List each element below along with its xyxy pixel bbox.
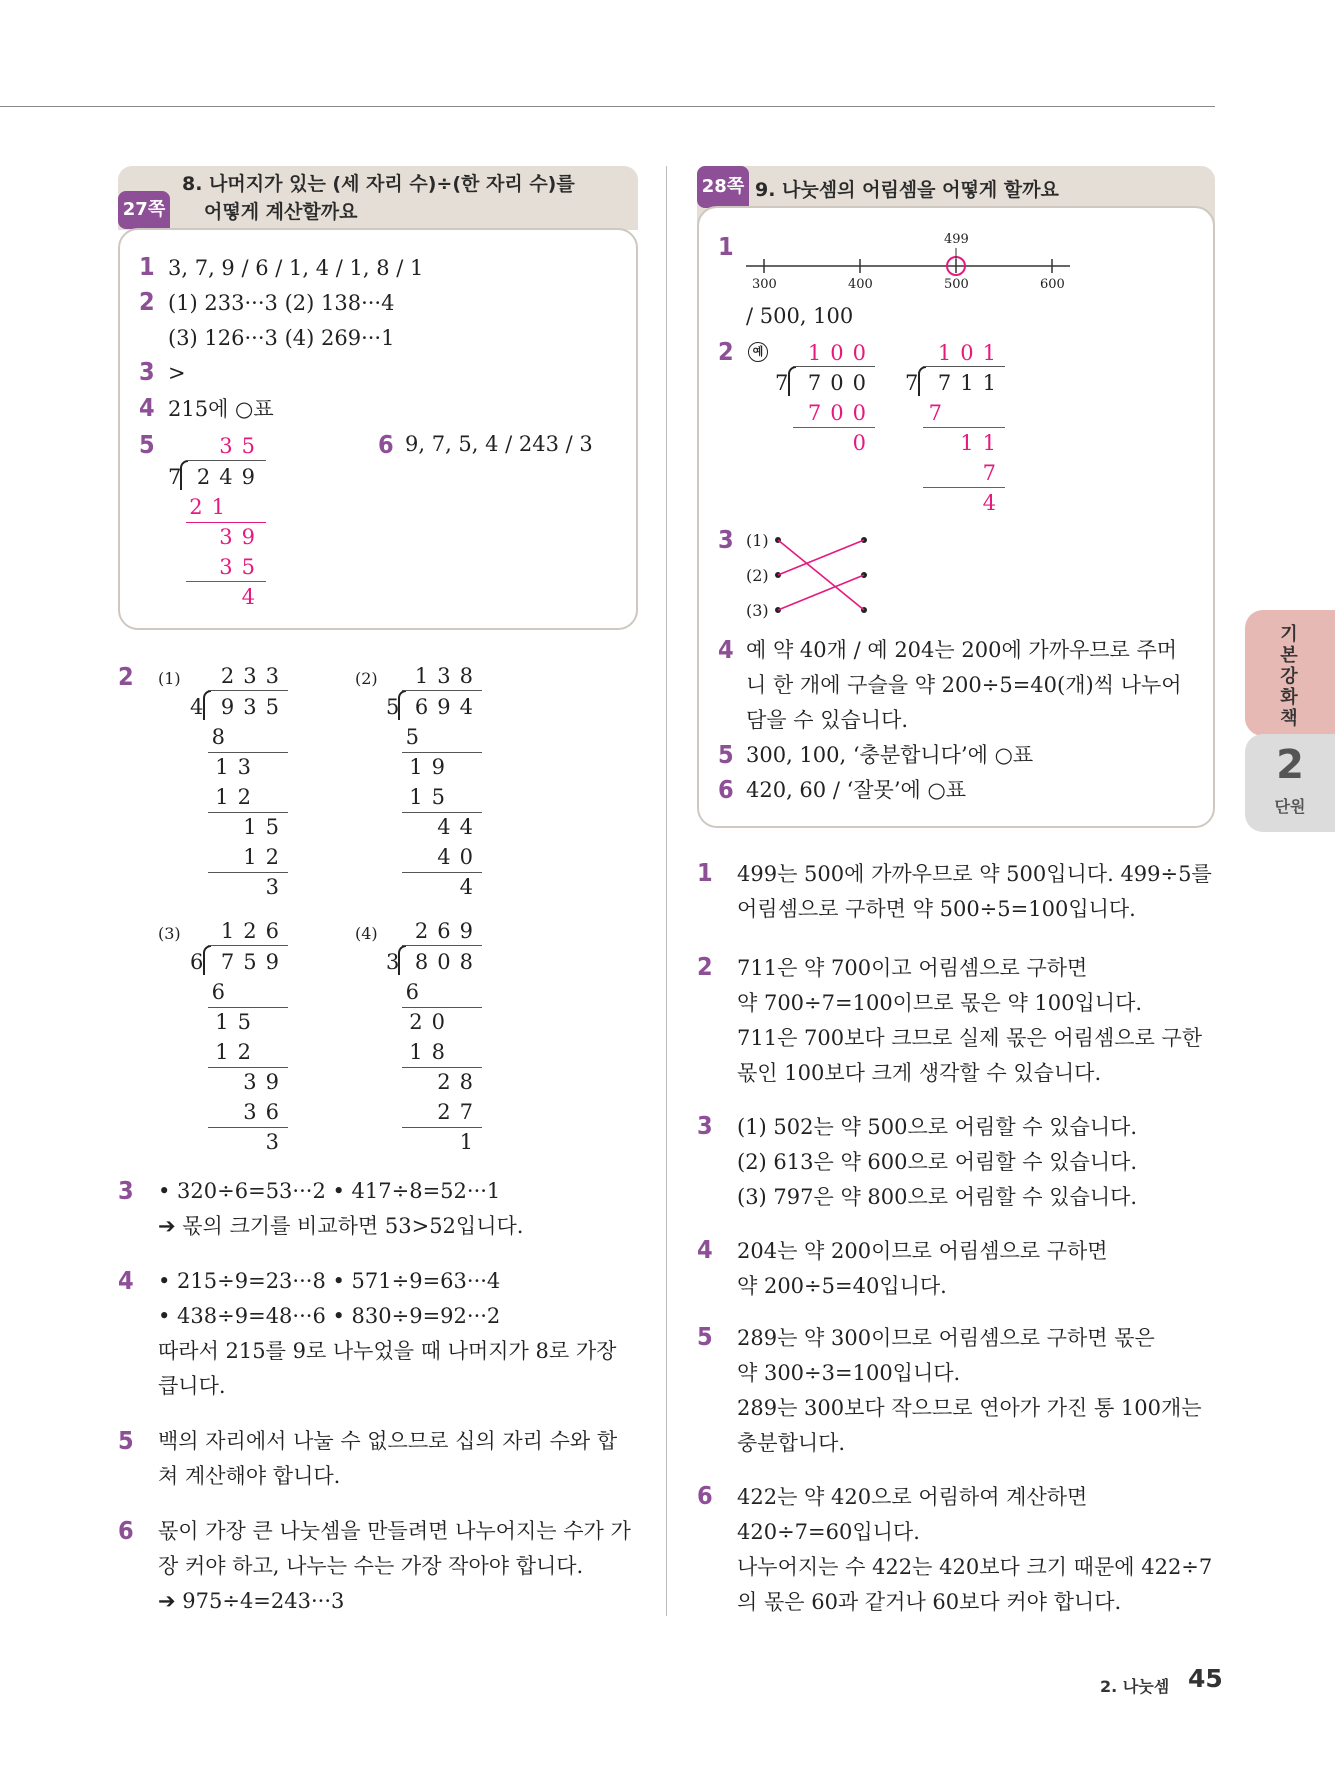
bracket-line [402,690,482,691]
explanation-line: 289는 300보다 작으므로 연아가 가진 통 100개는 [737,1396,1202,1420]
answer-line: 담을 수 있습니다. [746,708,909,732]
match-line [778,575,864,610]
sub-label: (1) [158,669,181,688]
match-line [778,540,864,575]
section-title: 9. 나눗셈의 어림셈을 어떻게 할까요 [755,179,1059,201]
page-number: 45 [1188,1664,1223,1693]
divisor: 6 [190,950,213,974]
tick-label: 600 [1040,277,1065,292]
step: 4 [241,585,264,609]
bracket-line [923,366,1005,367]
answer-text: (1) 233···3 (2) 138···4 [168,291,395,315]
explanation-line: 백의 자리에서 나눌 수 없으므로 십의 자리 수와 합 [158,1429,618,1453]
explanation-line: 몫인 100보다 크게 생각할 수 있습니다. [737,1061,1102,1085]
answer-text: (3) 126···3 (4) 269···1 [168,326,395,350]
step-line [793,427,875,428]
step: 18 [409,1040,454,1064]
explanation-line: ➔ 몫의 크기를 비교하면 53>52입니다. [158,1214,524,1238]
unit-label: 단원 [1274,797,1306,816]
item-number: 2 [697,952,713,981]
tick-label: 400 [848,277,873,292]
dividend: 694 [414,695,482,719]
step: 36 [243,1100,288,1124]
step: 44 [437,815,482,839]
item-number: 5 [697,1322,713,1351]
step: 12 [215,785,260,809]
step: 28 [437,1070,482,1094]
step: 15 [243,815,288,839]
item-number: 1 [697,858,713,887]
explanation-line: 204는 약 200이므로 어림셈으로 구하면 [737,1239,1108,1263]
answer-text: / 500, 100 [746,304,854,328]
number-line-marker-label: 499 [944,232,969,247]
number-line [740,226,1080,292]
side-tab-unit[interactable] [1245,734,1335,832]
item-number: 1 [139,252,155,281]
explanation-line: 422는 약 420으로 어림하여 계산하면 [737,1485,1088,1509]
step: 35 [219,555,264,579]
explanation-line: 약 300÷3=100입니다. [737,1361,961,1385]
step: 40 [437,845,482,869]
matching-lines [770,530,870,620]
answer-line: 예 약 40개 / 예 204는 200에 가까우므로 주머 [746,638,1178,662]
explanation-line: 420÷7=60입니다. [737,1520,920,1544]
division-bracket [203,690,211,720]
quotient: 269 [414,919,482,943]
step: 7 [982,461,1005,485]
section-title-line1: 8. 나머지가 있는 (세 자리 수)÷(한 자리 수)를 [182,173,575,195]
answer-line: 300, 100, ‘충분합니다’에 ○표 [746,743,1034,767]
item-number: 3 [718,525,734,554]
answer-text: > [168,361,186,385]
item-number: 3 [118,1176,134,1205]
divisor: 4 [190,695,213,719]
match-label: (1) [746,531,769,550]
explanation-line: 289는 약 300이므로 어림셈으로 구하면 몫은 [737,1326,1155,1350]
division-bracket [180,460,188,490]
step-line [923,427,1005,428]
explanation-line: 장 커야 하고, 나누는 수는 가장 작아야 합니다. [158,1554,584,1578]
item-number: 6 [118,1516,134,1545]
explanation-line: 몫이 가장 큰 나눗셈을 만들려면 나누어지는 수가 가 [158,1519,631,1543]
explanation-line: 따라서 215를 9로 나누었을 때 나머지가 8로 가장 [158,1339,617,1363]
explanation-line: 711은 약 700이고 어림셈으로 구하면 [737,956,1088,980]
step: 0 [852,431,875,455]
page-badge-28: 28쪽 [697,166,749,208]
item-number: 5 [718,740,734,769]
dividend: 935 [220,695,288,719]
division-bracket [398,690,406,720]
tick-label: 500 [944,277,969,292]
section-title-line2: 어떻게 계산할까요 [204,201,358,223]
dividend: 249 [196,465,264,489]
sub-label: (3) [158,924,181,943]
explanation-line: 711은 700보다 크므로 실제 몫은 어림셈으로 구한 [737,1026,1203,1050]
quotient: 35 [219,434,264,458]
step: 6 [405,980,428,1004]
item-number: 4 [697,1235,713,1264]
match-label: (2) [746,566,769,585]
step: 6 [211,980,234,1004]
example-mark-icon: 예 [748,342,768,362]
match-line [778,540,864,610]
answer-text: 9, 7, 5, 4 / 243 / 3 [405,432,593,456]
explanation-line: 나누어지는 수 422는 420보다 크기 때문에 422÷7 [737,1555,1213,1579]
step-line [186,581,266,582]
item-number: 3 [139,357,155,386]
step: 12 [215,1040,260,1064]
division-bracket [398,945,406,975]
quotient: 126 [220,919,288,943]
item-number: 6 [378,430,394,459]
quotient: 101 [937,341,1005,365]
divisor: 5 [386,695,409,719]
page-badge-27: 27쪽 [118,191,170,229]
unit-number: 2 [1276,742,1304,788]
step: 13 [215,755,260,779]
step: 39 [243,1070,288,1094]
explanation-line: 충분합니다. [737,1431,846,1455]
item-number: 3 [697,1111,713,1140]
step: 3 [265,1130,288,1154]
quotient: 138 [414,664,482,688]
column-divider [666,166,667,1616]
bracket-line [402,945,482,946]
step: 39 [219,525,264,549]
step: 5 [405,725,428,749]
section-header-27 [118,166,638,230]
step: 21 [189,495,234,519]
step: 8 [211,725,234,749]
step: 27 [437,1100,482,1124]
answer-line: 420, 60 / ‘잘못’에 ○표 [746,778,967,802]
divisor: 7 [168,465,191,489]
top-rule [0,106,1215,107]
dividend: 711 [937,371,1005,395]
answer-line: 니 한 개에 구슬을 약 200÷5=40(개)씩 나누어 [746,673,1182,697]
explanation-line: (1) 502는 약 500으로 어림할 수 있습니다. [737,1115,1138,1139]
answer-text: 3, 7, 9 / 6 / 1, 4 / 1, 8 / 1 [168,256,424,280]
step: 11 [960,431,1005,455]
item-number: 2 [139,287,155,316]
sub-label: (4) [355,924,378,943]
sub-label: (2) [355,669,378,688]
step: 12 [243,845,288,869]
step: 700 [807,401,875,425]
match-label: (3) [746,601,769,620]
division-bracket [788,366,796,396]
item-number: 6 [697,1481,713,1510]
item-number: 1 [718,232,734,261]
dividend: 808 [414,950,482,974]
explanation-line: (3) 797은 약 800으로 어림할 수 있습니다. [737,1185,1138,1209]
step: 20 [409,1010,454,1034]
dividend: 759 [220,950,288,974]
explanation-line: 어림셈으로 구하면 약 500÷5=100입니다. [737,897,1136,921]
item-number: 4 [718,635,734,664]
step: 4 [982,491,1005,515]
explanation-line: 499는 500에 가까우므로 약 500입니다. 499÷5를 [737,862,1212,886]
item-number: 2 [718,337,734,366]
explanation-line: 큽니다. [158,1374,226,1398]
explanation-line: 쳐 계산해야 합니다. [158,1464,341,1488]
explanation-line: 의 몫은 60과 같거나 60보다 커야 합니다. [737,1590,1122,1614]
explanation-line: (2) 613은 약 600으로 어림할 수 있습니다. [737,1150,1138,1174]
bracket-line [208,945,288,946]
item-number: 4 [118,1266,134,1295]
bracket-line [186,460,266,461]
explanation-line: • 438÷9=48···6 • 830÷9=92···2 [158,1304,501,1328]
step: 4 [459,875,482,899]
dividend: 700 [807,371,875,395]
step: 15 [215,1010,260,1034]
step: 7 [928,401,951,425]
explanation-line: • 215÷9=23···8 • 571÷9=63···4 [158,1269,501,1293]
bracket-line [793,366,875,367]
step-line [923,487,1005,488]
explanation-line: • 320÷6=53···2 • 417÷8=52···1 [158,1179,501,1203]
chapter-label: 2. 나눗셈 [1100,1677,1170,1696]
quotient: 233 [220,664,288,688]
item-number: 5 [118,1426,134,1455]
explanation-line: 약 200÷5=40입니다. [737,1274,947,1298]
quotient: 100 [807,341,875,365]
item-number: 4 [139,393,155,422]
side-tab-book-label: 기본 강화책 [1280,624,1298,729]
step: 15 [409,785,454,809]
item-number: 6 [718,775,734,804]
step: 1 [459,1130,482,1154]
side-tab-book[interactable] [1245,610,1335,736]
explanation-line: ➔ 975÷4=243···3 [158,1589,345,1613]
bracket-line [208,690,288,691]
division-bracket [918,366,926,396]
answer-text: 215에 ○표 [168,397,274,421]
item-number: 2 [118,662,134,691]
step: 19 [409,755,454,779]
divisor: 7 [905,371,928,395]
explanation-line: 약 700÷7=100이므로 몫은 약 100입니다. [737,991,1143,1015]
item-number: 5 [139,430,155,459]
tick-label: 300 [752,277,777,292]
division-bracket [203,945,211,975]
step: 3 [265,875,288,899]
divisor: 3 [386,950,409,974]
divisor: 7 [775,371,798,395]
